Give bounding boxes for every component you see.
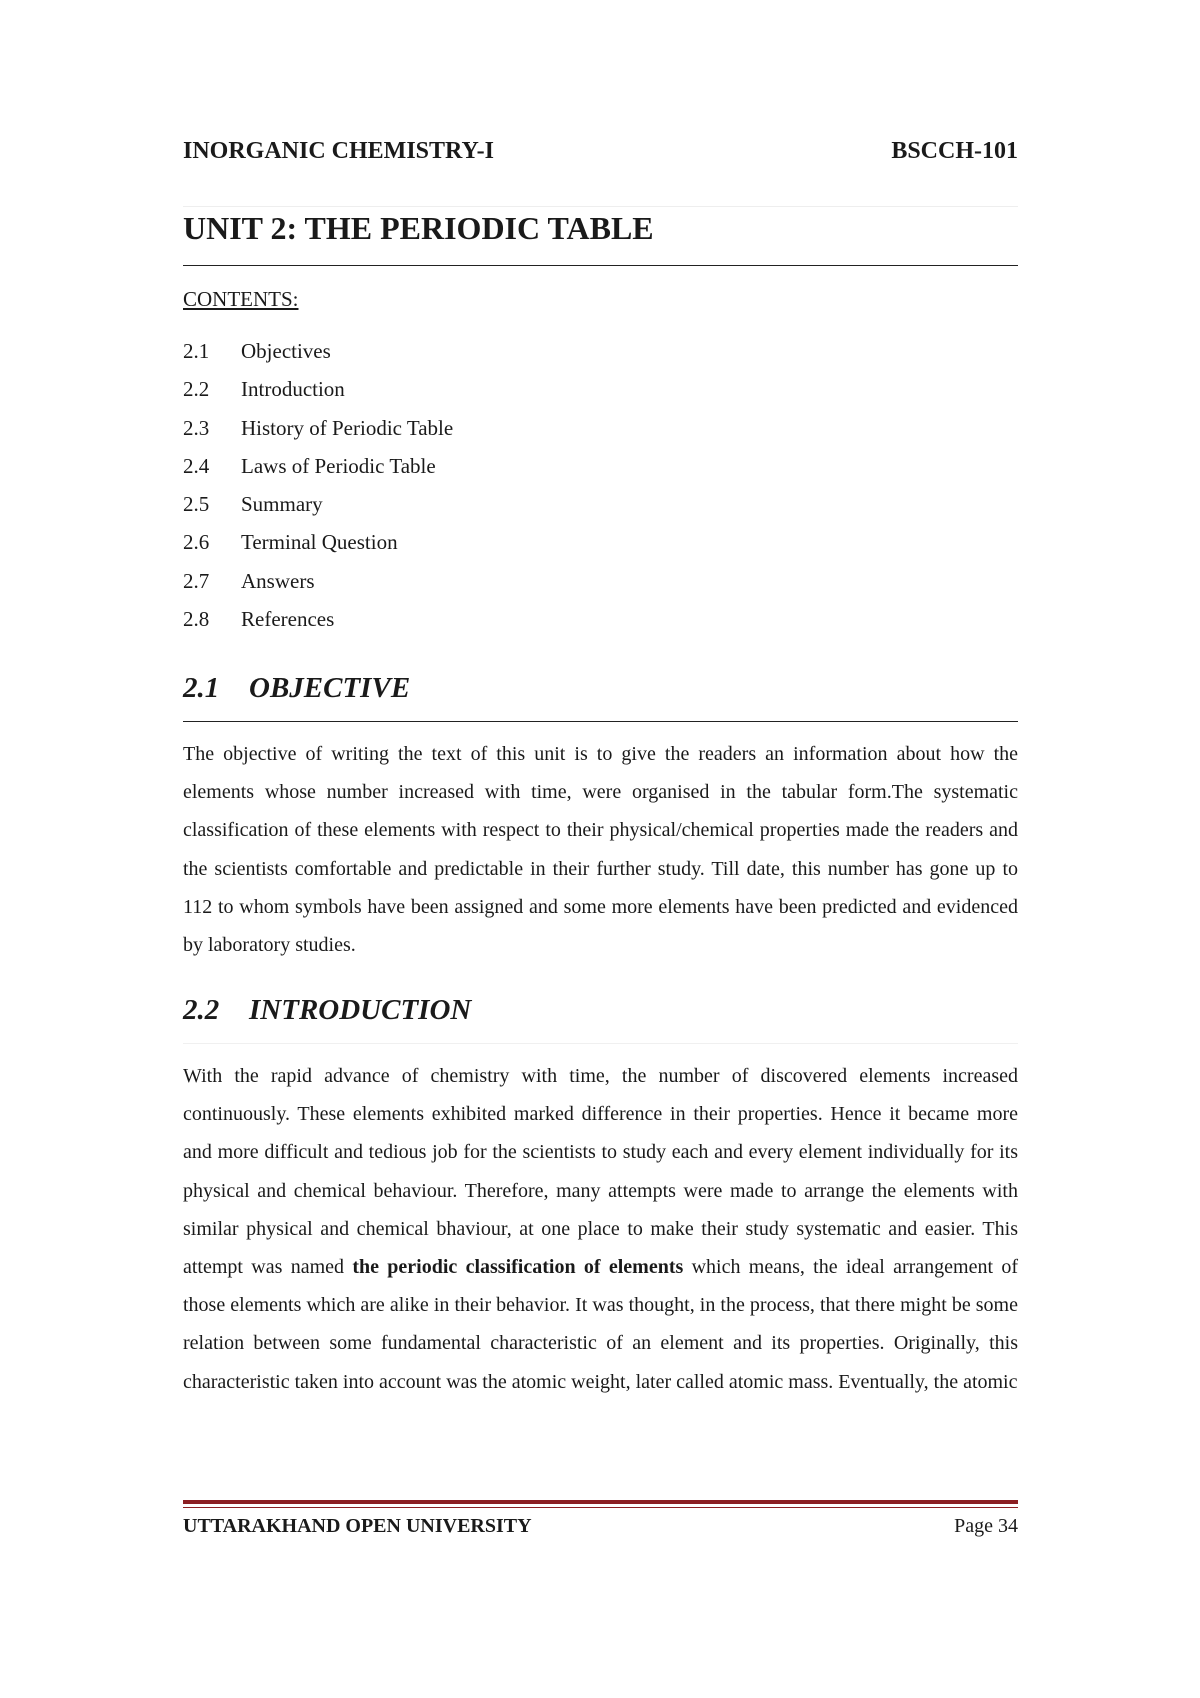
contents-item-number: 2.5 [183,492,210,517]
list-item [183,375,1018,413]
list-item [183,567,1018,605]
introduction-text-end: which means, the ideal arrangement of those elements which are alike in their behavior. It was thought, in the process, that there might be some relation between some fundamental characteristic of an element and its properties. Originally, this characteristic taken into account was the atomic weight, later called atomic mass. Eventually, the atomic [183,1256,1019,1393]
unit-title-rule [183,265,1018,266]
page-number: Page 34 [954,1515,1018,1537]
introduction-key-term: the periodic classification of elements [352,1256,684,1279]
footer-rule-thick [183,1500,1018,1504]
contents-item-title: History of Periodic Table [241,415,454,440]
contents-item-title: Introduction [241,377,345,402]
course-code: BSCCH-101 [891,138,1018,164]
contents-item-number: 2.8 [183,607,210,632]
introduction-paragraph [183,1057,1018,1401]
list-item [183,414,1018,452]
contents-item-number: 2.3 [183,415,210,440]
section-number: 2.2 [183,994,220,1026]
page-footer [183,1511,1018,1541]
objective-paragraph: The objective of writing the text of this unit is to give the readers an information about how the elements whose number increased with time, were organised in the tabular form.The systematic classification of these elements with respect to their physical/chemical properties made the readers and the scientists comfortable and predictable in their further study. Till date, this number has gone up to 112 to whom symbols have been assigned and some more elements have been predicted and evidenced by laboratory studies. [183,743,1018,957]
section-number: 2.1 [183,672,220,704]
unit-title: UNIT 2: THE PERIODIC TABLE [183,210,654,246]
running-header [183,138,1018,172]
contents-item-title: References [241,607,335,632]
contents-item-title: Objectives [241,339,331,363]
introduction-heading [183,990,1018,1030]
list-item [183,337,1018,375]
course-title: INORGANIC CHEMISTRY-I [183,138,494,164]
contents-item-number: 2.4 [183,453,210,478]
introduction-rule [183,1043,1018,1044]
contents-item-title: Terminal Question [241,530,398,555]
contents-item-title: Answers [241,568,315,593]
section-title: OBJECTIVE [249,672,411,704]
list-item [183,605,1018,643]
introduction-text-start: With the rapid advance of chemistry with time, the number of discovered elements increased continuously. These elements exhibited marked difference in their properties. Hence it became more and more difficult and tedious job for the scientists to study each and every element individually for its physical and chemical behaviour. Therefore, many attempts were made to arrange the elements with similar physical and chemical bhaviour, at one place to make their study systematic and easier. This attempt was named [183,1065,1018,1279]
contents-item-number: 2.1 [183,339,210,363]
section-title: INTRODUCTION [249,994,472,1026]
list-item [183,452,1018,490]
footer-rule-thin [183,1507,1018,1508]
contents-item-number: 2.6 [183,530,210,555]
contents-item-number: 2.7 [183,568,210,593]
list-item [183,528,1018,566]
contents-item-number: 2.2 [183,377,210,402]
contents-item-title: Laws of Periodic Table [241,453,436,478]
university-name: UTTARAKHAND OPEN UNIVERSITY [183,1515,532,1537]
list-item [183,490,1018,528]
contents-item-title: Summary [241,492,323,517]
contents-list [183,337,1018,643]
contents-label: CONTENTS: [183,287,299,311]
objective-rule [183,721,1018,722]
objective-heading [183,668,1018,708]
